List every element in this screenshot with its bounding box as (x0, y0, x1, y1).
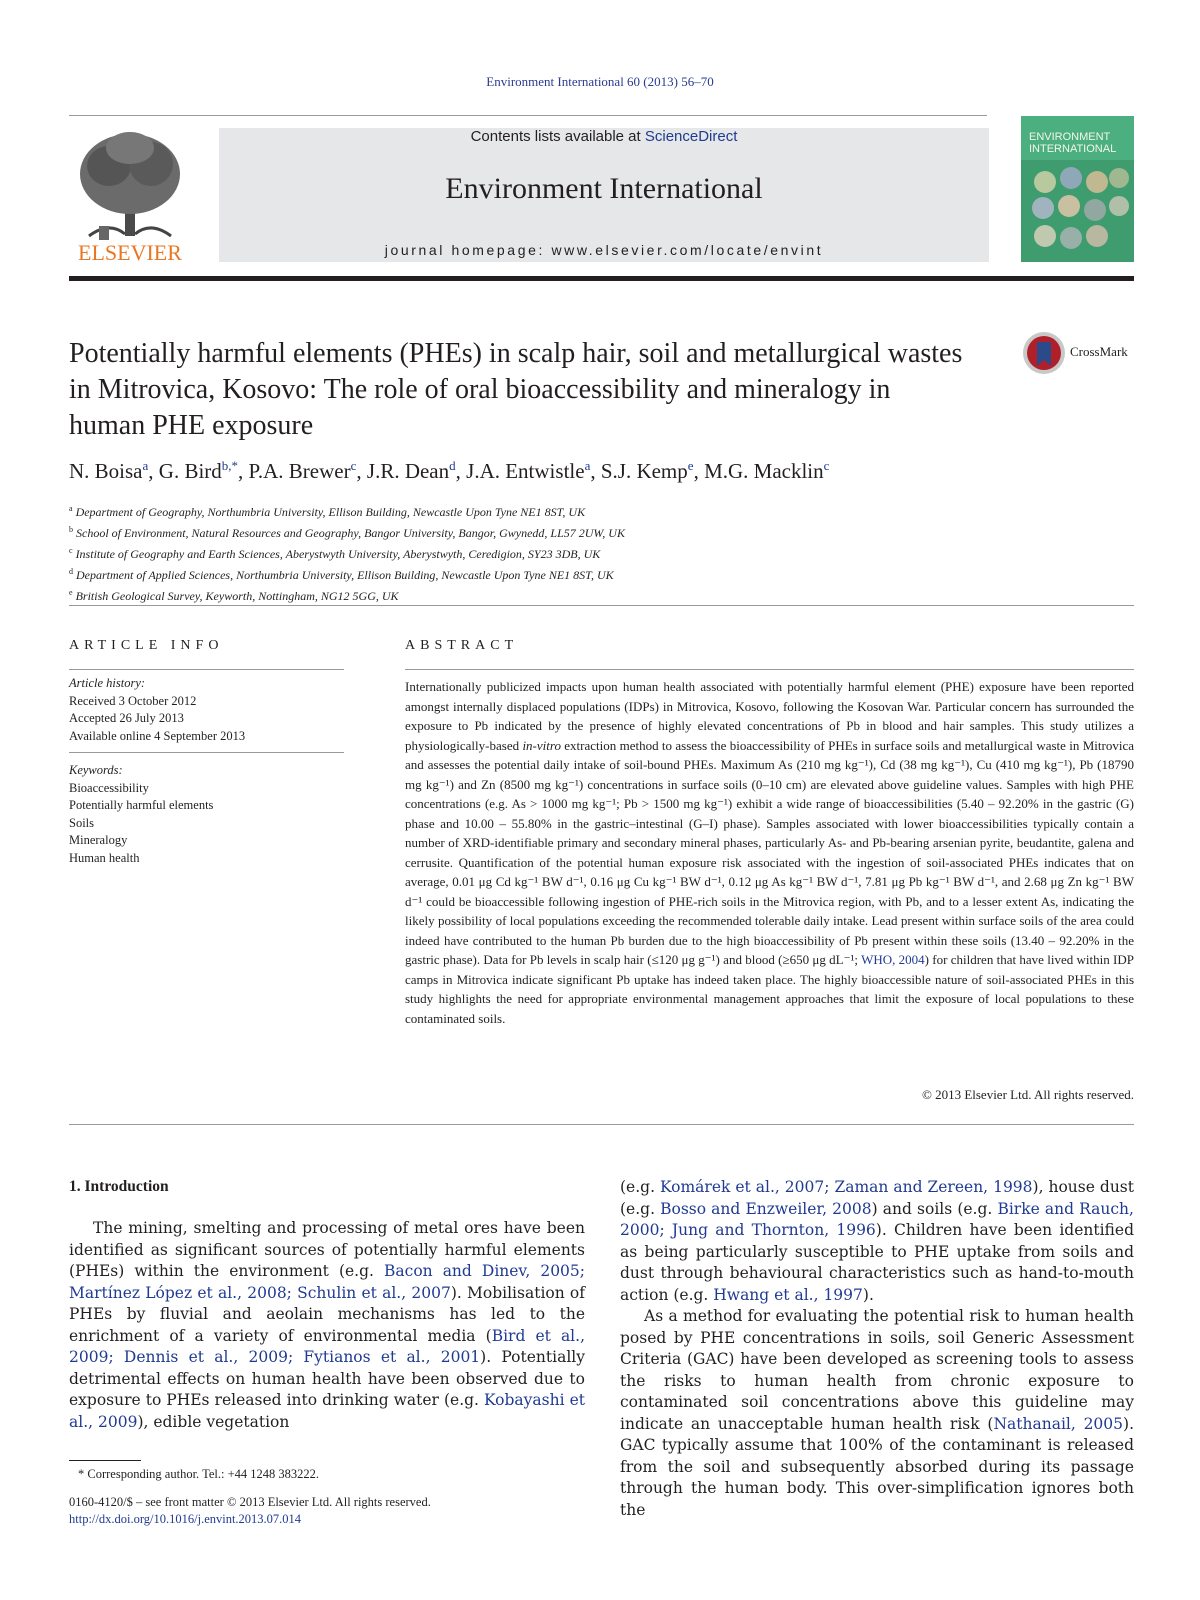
keywords-label: Keywords: (69, 763, 123, 777)
reference-link[interactable]: Kobayashi et al., 2009 (69, 1391, 585, 1431)
reference-link[interactable]: Komárek et al., 2007; Zaman and Zereen, 1998 (659, 1178, 1033, 1196)
crossmark-label: CrossMark (1070, 344, 1128, 359)
contents-line: Contents lists available at ScienceDirect (470, 128, 738, 145)
journal-cover-thumbnail[interactable] (1021, 116, 1134, 262)
reference-link[interactable]: WHO, 2004 (861, 952, 925, 967)
accepted-date: Accepted 26 July 2013 (69, 711, 184, 725)
paragraph: As a method for evaluating the potential risk to human health posed by PHE concentrations in soils, soil Generic Assessment Criteria (GAC) have been developed as screening tools to assess the risks to human health from chronic exposure to contaminated soil concentrations above this guideline may indicate an unacceptable human health risk (Nathanail, 2005). GAC typically assume that 100% of the contaminant is released from the soil and subsequently absorbed during its passage through the human body. This over-simplification ignores both the (620, 1307, 1135, 1519)
keyword: Soils (69, 815, 95, 830)
author[interactable]: J.R. Dean$^d$ (366, 458, 456, 483)
author[interactable]: M.G. Macklin$^c$ (704, 458, 830, 483)
reference-link[interactable]: Bosso and Enzweiler, 2008 (660, 1199, 872, 1218)
reference-link[interactable]: Bacon and Dinev, 2005; Martínez López et al., 2008; Schulin et al., 2007 (69, 1262, 585, 1302)
affiliation: $^d$ Department of Applied Sciences, Northumbria University, Ellison Building, Newcastle Upon Tyne NE1 8ST, UK (69, 567, 614, 582)
body-column-left: The mining, smelting and processing of metal ores have been identified as significant sources of potentially harmful elements (PHEs) within the environment (e.g. Bacon and Dinev, 2005; Martínez López et al., 2008; Schulin et al., 2007). Mobilisation of PHEs by fluvial and aeolain mechanisms has led to the enrichment of a variety of environmental media (Bird et al., 2009; Dennis et al., 2009; Fytianos et al., 2001). Potentially detrimental effects on human health have been observed due to exposure to PHEs released into drinking water (e.g. Kobayashi et al., 2009), edible vegetation (69, 1219, 585, 1431)
abstract-heading: ABSTRACT (405, 638, 519, 653)
info-divider (69, 752, 344, 753)
affiliation: $^e$ British Geological Survey, Keyworth, Nottingham, NG12 5GG, UK (69, 588, 399, 603)
journal-title: Environment International (445, 172, 763, 205)
info-rule (69, 669, 344, 670)
abstract-rule (405, 669, 1134, 670)
body-column-right (620, 1177, 1134, 1521)
header-rule (69, 115, 987, 116)
cover-art (1021, 116, 1134, 262)
author[interactable]: J.A. Entwistle$^a$ (466, 458, 591, 483)
abstract-copyright: © 2013 Elsevier Ltd. All rights reserved. (921, 1087, 1134, 1102)
article-info-heading: ARTICLE INFO (69, 638, 224, 653)
author-list: N. Boisa$^a$, G. Bird$^{b,*}$, P.A. Brewer$^c$, J.R. Dean$^d$, J.A. Entwistle$^a$, S.J. Kemp$^e$, M.G. Macklin$^c$ (69, 458, 830, 483)
reference-link[interactable]: Hwang et al., 1997 (713, 1285, 863, 1304)
abstract-text: Internationally publicized impacts upon human health associated with potentially harmful element (PHE) exposure have been reported amongst internally displaced populations (IDPs) in Mitrovica, Kosovo, following the Kosovan War. Particular concern has surrounded the exposure to Pb indicated by the presence of highly elevated concentrations of Pb in blood and hair samples. This study utilizes a physiologically-based in-vitro extraction method to assess the bioaccessibility of PHEs in surface soils and metallurgical waste in Mitrovica and assesses the potential daily intake of soil-bound PHEs. Maximum As (210 mg kg⁻¹), Cd (38 mg kg⁻¹), Cu (410 mg kg⁻¹), Pb (18790 mg kg⁻¹) and Zn (8500 mg kg⁻¹) concentrations in surface soils (0–10 cm) are elevated above guideline values. Samples with high PHE concentrations (e.g. As > 1000 mg kg⁻¹; Pb > 1500 mg kg⁻¹) exhibit a wide range of bioaccessibilities (5.40 – 92.20% in the gastric (G) phase and 10.00 – 55.80% in the gastric–intestinal (G–I) phase). Samples associated with lower bioaccessibilities typically contain a number of XRD-identifiable primary and secondary mineral phases, particularly As- and Pb-bearing arsenian pyrite, beudantite, galena and cerrusite. Quantification of the potential human exposure risk associated with the ingestion of soil-associated PHEs indicates that on average, 0.01 μg Cd kg⁻¹ BW d⁻¹, 0.16 μg Cu kg⁻¹ BW d⁻¹, 0.12 μg As kg⁻¹ BW d⁻¹, 7.81 μg Pb kg⁻¹ BW d⁻¹, and 2.68 μg Zn kg⁻¹ BW d⁻¹ could be bioaccessible following ingestion of PHE-rich soils in the Mitrovica region, with Pb, and to a lesser extent As, indicating the likely possibility of local populations exceeding the recommended tolerable daily intake. Lead present within surface soils of the area could indeed have contributed to the human Pb burden due to the high bioaccessibility of Pb present within these soils (13.40 – 92.20% in the gastric phase). Data for Pb levels in scalp hair (≤120 μg g⁻¹) and blood (≥650 μg dL⁻¹; WHO, 2004) for children that have lived within IDP camps in Mitrovica indicate significant Pb uptake has indeed taken place. The highly bioaccessible nature of soil-associated PHEs in this study highlights the need for appropriate environmental management approaches that limit the exposure of local populations to these contaminated soils. (405, 679, 1135, 1026)
paragraph: (e.g. Komárek et al., 2007; Zaman and Zereen, 1998), house dust (e.g. Bosso and Enzweiler, 2008) and soils (e.g. Birke and Rauch, 2000; Jung and Thornton, 1996). Children have been identified as being particularly susceptible to PHE uptake from soils and dust through behavioural characteristics such as hand-to-mouth action (e.g. Hwang et al., 1997). (620, 1178, 1134, 1304)
keyword: Human health (69, 850, 140, 865)
keyword: Potentially harmful elements (69, 798, 214, 812)
keyword: Bioaccessibility (69, 780, 149, 795)
svg-text:INTERNATIONAL: INTERNATIONAL (1029, 143, 1117, 155)
header-thick-rule (69, 276, 1134, 281)
keyword: Mineralogy (69, 833, 128, 847)
author[interactable]: P.A. Brewer$^c$ (248, 458, 357, 483)
reference-link[interactable]: Birke and Rauch, 2000; Jung and Thornton, 1996 (620, 1199, 1134, 1239)
author[interactable]: G. Bird$^{b,*}$ (158, 458, 239, 483)
received-date: Received 3 October 2012 (69, 693, 197, 708)
reference-link[interactable]: Nathanail, 2005 (993, 1414, 1124, 1433)
crossmark-badge[interactable] (1021, 330, 1141, 380)
online-date: Available online 4 September 2013 (69, 728, 246, 743)
article-info (69, 675, 344, 867)
doi-link[interactable]: http://dx.doi.org/10.1016/j.envint.2013.07.014 (69, 1512, 302, 1526)
issn-line: 0160-4120/$ – see front matter © 2013 Elsevier Ltd. All rights reserved. (69, 1495, 431, 1509)
affiliation: $^a$ Department of Geography, Northumbria University, Ellison Building, Newcastle Upon Tyne NE1 8ST, UK (69, 504, 586, 519)
history-label: Article history: (69, 676, 146, 690)
svg-text:ELSEVIER: ELSEVIER (78, 240, 182, 265)
affiliation: $^b$ School of Environment, Natural Resources and Geography, Bangor University, Bangor, Gwynedd, LL57 2UW, UK (69, 525, 625, 540)
article-title: Potentially harmful elements (PHEs) in scalp hair, soil and metallurgical wastes in Mitrovica, Kosovo: The role of oral bioaccessibility and mineralogy in human PHE exposure (69, 338, 963, 441)
sciencedirect-link[interactable]: ScienceDirect (644, 128, 738, 145)
affiliation: $^c$ Institute of Geography and Earth Sciences, Aberystwyth University, Aberystwyth, Ceredigion, SY23 3DB, UK (69, 546, 601, 561)
corresponding-author-footnote: * Corresponding author. Tel.: +44 1248 383222. (78, 1467, 319, 1481)
section-rule (69, 605, 1134, 606)
elsevier-tree-logo (69, 126, 191, 266)
svg-text:ENVIRONMENT: ENVIRONMENT (1029, 131, 1111, 143)
author[interactable]: S.J. Kemp$^e$ (600, 458, 694, 483)
crossmark-icon (1021, 330, 1067, 376)
section-heading-introduction: 1. Introduction (69, 1178, 169, 1195)
journal-citation[interactable]: Environment International 60 (2013) 56–70 (486, 74, 714, 89)
author[interactable]: N. Boisa$^a$ (69, 458, 149, 483)
body-rule (69, 1124, 1134, 1125)
front-matter (69, 1494, 431, 1528)
affiliations (69, 500, 1129, 605)
journal-homepage[interactable]: journal homepage: www.elsevier.com/locate/envint (384, 242, 824, 258)
footnote-rule (69, 1460, 141, 1461)
reference-link[interactable]: Bird et al., 2009; Dennis et al., 2009; Fytianos et al., 2001 (69, 1326, 585, 1366)
